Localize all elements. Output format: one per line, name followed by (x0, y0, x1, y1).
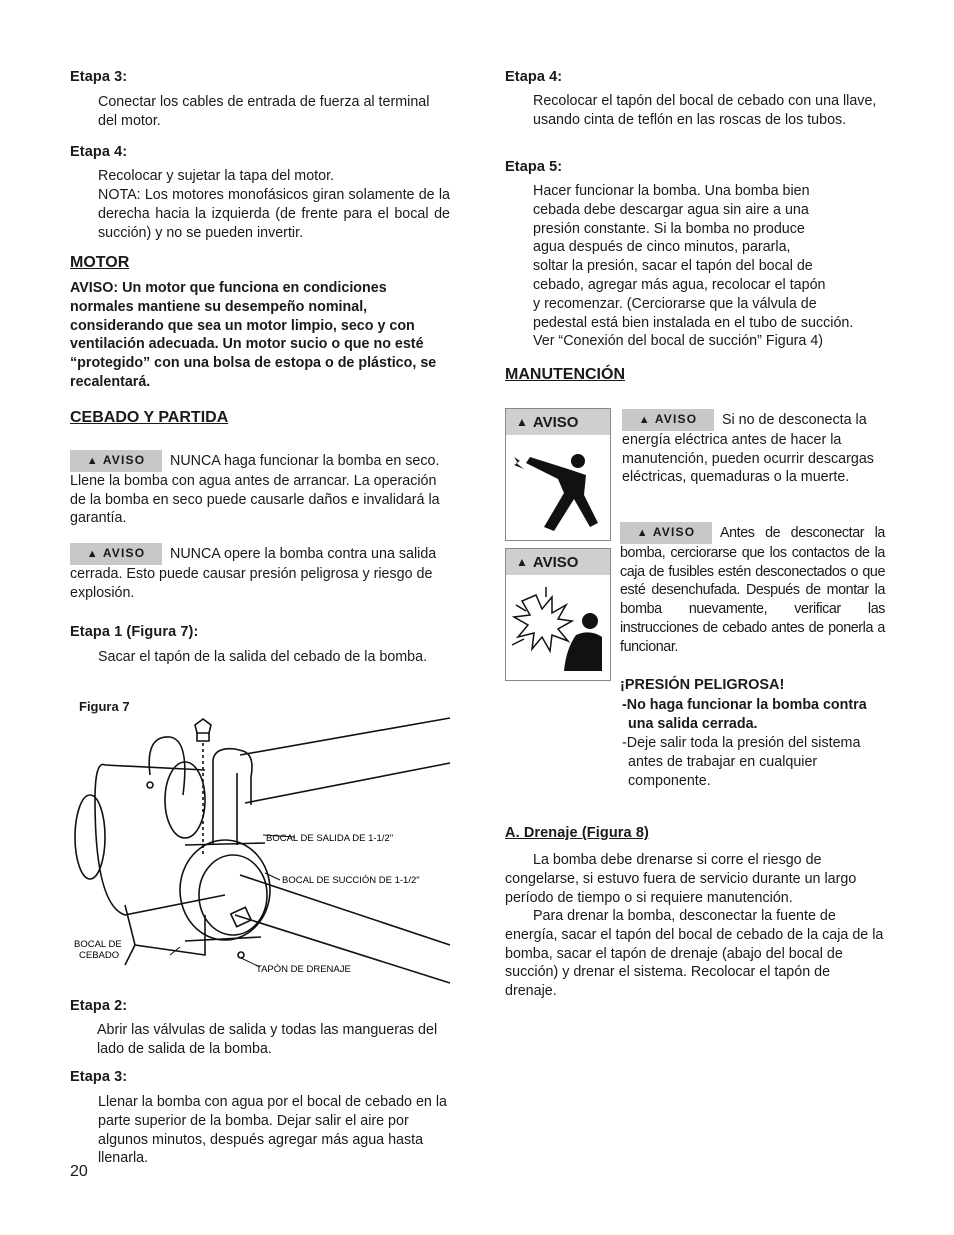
etapa2-text: Abrir las válvulas de salida y todas las mangueras del lado de salida de la bomba. (97, 1022, 438, 1057)
aviso-badge: ▲ AVISO (70, 450, 162, 472)
presion-item-2: -Deje salir toda la presión del sistema antes de trabajar en cualquier componente. (622, 735, 861, 789)
motor-heading: MOTOR (70, 254, 130, 271)
etapa4-text: Recolocar el tapón del bocal de cebado con una llave, usando cinta de teflón en las roscas de los tubos. (533, 93, 877, 128)
manutencion-heading: MANUTENCIÓN (505, 366, 625, 383)
aviso-dry-run: ▲ AVISO NUNCA haga funcionar la bomba en seco. Llene la bomba con agua antes de arrancar. La operación de la bomba en seco puede causarle daños e invalidará la garantía. (70, 450, 450, 528)
etapa3b-text: Llenar la bomba con agua por el bocal de cebado en la parte superior de la bomba. Dejar salir el aire por algunos minutos, después agregar más agua hasta llenarla. (98, 1094, 447, 1167)
electric-shock-icon (506, 435, 610, 539)
drenaje-p1: La bomba debe drenarse si corre el riesgo de congelarse, si estuvo fuera de servicio durante un largo período de tiempo o si requiere manutención. (505, 852, 857, 906)
label-cebado: CEBADO (79, 950, 120, 961)
etapa3-title: Etapa 3: (70, 69, 128, 85)
explosion-icon (506, 575, 610, 679)
page-number: 20 (70, 1163, 88, 1180)
pump-diagram (65, 715, 455, 990)
etapa4-title: Etapa 4: (505, 69, 563, 85)
label-bocal-salida: BOCAL DE SALIDA DE 1-1/2" (266, 833, 394, 844)
warning-icon: ▲ (516, 555, 528, 569)
etapa4-line: Recolocar y sujetar la tapa del motor. (98, 168, 335, 184)
aviso-badge: ▲ AVISO (622, 409, 714, 431)
explosion-hazard-box (505, 548, 611, 681)
etapa2-title: Etapa 2: (70, 998, 128, 1014)
aviso-disconnect: ▲ AVISO Antes de desconectar la bomba, cerciorarse que los contactos de la caja de fusibles estén desconectados o que esté desenchufada. Después de montar la bomba nuevamente, verificar las instrucciones de cebado antes de ponerla a funcionar. (620, 522, 885, 657)
warning-icon: ▲ (86, 455, 99, 467)
aviso-closed-outlet: ▲ AVISO NUNCA opere la bomba contra una salida cerrada. Esto puede causar presión peligrosa y riesgo de explosión. (70, 543, 450, 602)
etapa4-note: NOTA: Los motores monofásicos giran solamente de la derecha hacia la izquierda (de frente para el bocal de succión) y no se pueden invertir. (98, 187, 450, 241)
label-bocal-succion: BOCAL DE SUCCIÓN DE 1-1/2" (282, 875, 420, 886)
aviso-badge: ▲ AVISO (620, 522, 712, 544)
presion-item-1: -No haga funcionar la bomba contra una salida cerrada. (622, 697, 867, 732)
etapa1-title: Etapa 1 (Figura 7): (70, 624, 199, 640)
aviso-electric: ▲ AVISO Si no de desconecta la energía eléctrica antes de hacer la manutención, pueden ocurrir descargas eléctricas, quemaduras o la muerte. (622, 409, 887, 487)
warning-icon: ▲ (516, 415, 528, 429)
electric-hazard-box (505, 408, 611, 541)
etapa5-text: Hacer funcionar la bomba. Una bomba bien cebada debe descargar agua sin aire a una presión constante. Si la bomba no produce agua después de cinco minutos, pararla, soltar la presión, sacar el tapón del bocal de cebado, agregar más agua, recolocar el tapón y recomenzar. (Cerciorarse que la válvula de pedestal está bien instalada en el tubo de succión. Ver “Conexión del bocal de succión” Figura 4) (533, 183, 854, 350)
hazard-header: ▲ AVISO (506, 549, 610, 575)
label-tapon-drenaje: TAPÓN DE DRENAJE (256, 964, 351, 975)
drenaje-p2: Para drenar la bomba, desconectar la fuente de energía, sacar el tapón del bocal de cebado de la caja de la bomba, sacar el tapón de drenaje (abajo del bocal de succión) y drenar el sistema. Recolocar el tapón de drenaje. (505, 908, 884, 1000)
etapa1-text: Sacar el tapón de la salida del cebado de la bomba. (98, 649, 428, 665)
cebado-heading: CEBADO Y PARTIDA (70, 409, 229, 426)
drenaje-heading: A. Drenaje (Figura 8) (505, 825, 649, 841)
label-bocal-de: BOCAL DE (74, 939, 122, 950)
figure-label: Figura 7 (79, 699, 130, 714)
aviso-badge: ▲ AVISO (70, 543, 162, 565)
warning-icon: ▲ (638, 414, 651, 426)
etapa4-title: Etapa 4: (70, 144, 128, 160)
warning-icon: ▲ (86, 548, 99, 560)
etapa3b-title: Etapa 3: (70, 1069, 128, 1085)
motor-warning: AVISO: Un motor que funciona en condiciones normales mantiene su desempeño nominal, considerando que sea un motor limpio, seco y con ventilación adecuada. Un motor sucio o que no esté “protegido” con una bolsa de estopa o de plástico, se recalentará. (70, 280, 437, 390)
warning-icon: ▲ (636, 527, 649, 539)
hazard-header: ▲ AVISO (506, 409, 610, 435)
etapa5-title: Etapa 5: (505, 159, 563, 175)
presion-heading: ¡PRESIÓN PELIGROSA! (620, 677, 785, 693)
etapa3-text: Conectar los cables de entrada de fuerza al terminal del motor. (98, 94, 430, 129)
